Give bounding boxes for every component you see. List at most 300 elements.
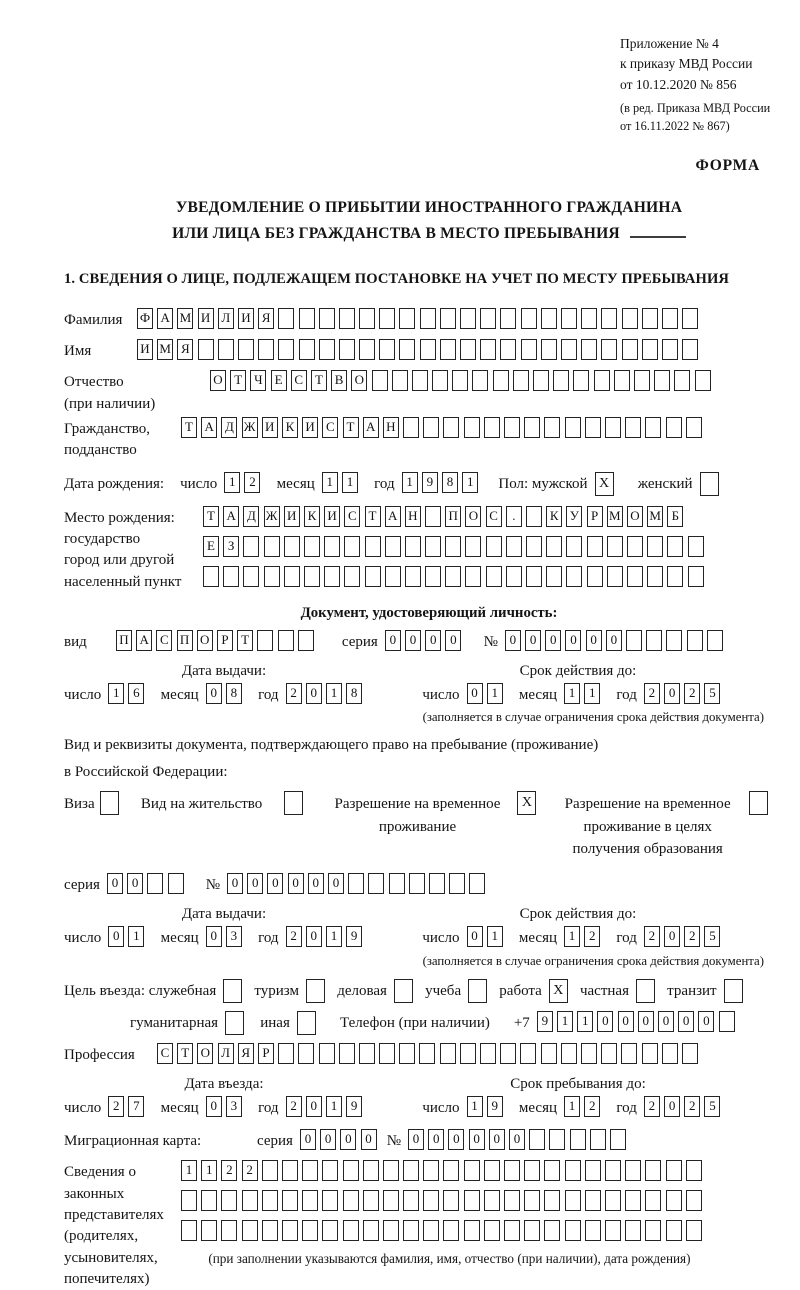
char-cell: И bbox=[137, 339, 153, 360]
char-cell: Ж bbox=[264, 506, 280, 527]
representatives-row bbox=[64, 1160, 794, 1290]
char-cell bbox=[587, 536, 603, 557]
birth-place-row2-cells bbox=[203, 536, 708, 557]
entry-year-cells bbox=[286, 1096, 367, 1117]
char-cell: 2 bbox=[221, 1160, 237, 1181]
birth-place-row1-cells bbox=[203, 506, 708, 527]
char-cell bbox=[480, 339, 496, 360]
char-cell bbox=[298, 1043, 314, 1064]
char-cell bbox=[440, 1043, 456, 1064]
char-cell bbox=[379, 1043, 395, 1064]
mig-number-label: № bbox=[386, 1133, 401, 1150]
char-cell: П bbox=[177, 630, 193, 651]
char-cell: 9 bbox=[346, 926, 362, 947]
entry-month-cells bbox=[206, 1096, 246, 1117]
temp-residence-edu-item bbox=[559, 791, 772, 861]
residence-permit-checkbox bbox=[284, 791, 307, 815]
char-cell: 0 bbox=[448, 1129, 464, 1150]
char-cell bbox=[666, 630, 682, 651]
mig-series-label: серия bbox=[257, 1133, 293, 1150]
char-cell: Т bbox=[177, 1043, 193, 1064]
char-cell bbox=[614, 370, 630, 391]
char-cell bbox=[343, 1160, 359, 1181]
sex-male-label: Пол: мужской bbox=[498, 475, 588, 492]
char-cell: Ч bbox=[250, 370, 266, 391]
char-cell: 2 bbox=[108, 1096, 124, 1117]
char-cell bbox=[521, 308, 537, 329]
purpose-private-label: частная bbox=[579, 982, 629, 999]
char-cell: 0 bbox=[489, 1129, 505, 1150]
char-cell bbox=[484, 417, 500, 438]
char-cell: 0 bbox=[586, 630, 602, 651]
res-issue-month-label: месяц bbox=[160, 930, 199, 947]
char-cell bbox=[302, 1160, 318, 1181]
char-cell bbox=[566, 536, 582, 557]
char-cell bbox=[365, 536, 381, 557]
char-cell: 0 bbox=[545, 630, 561, 651]
char-cell bbox=[707, 630, 723, 651]
doc-type-label: вид bbox=[64, 633, 87, 650]
res-until-month-cells bbox=[564, 926, 604, 947]
char-cell bbox=[654, 370, 670, 391]
doc-issue-date-heading: Дата выдачи: bbox=[181, 663, 267, 680]
char-cell bbox=[465, 536, 481, 557]
char-cell bbox=[359, 339, 375, 360]
res-until-year-cells bbox=[644, 926, 725, 947]
char-cell: 6 bbox=[128, 683, 144, 704]
char-cell: У bbox=[566, 506, 582, 527]
char-cell bbox=[526, 566, 542, 587]
birth-day-cells bbox=[224, 472, 264, 493]
char-cell bbox=[339, 308, 355, 329]
patronymic-cells bbox=[210, 370, 715, 391]
char-cell bbox=[565, 417, 581, 438]
form-title-line2: ИЛИ ЛИЦА БЕЗ ГРАЖДАНСТВА В МЕСТО ПРЕБЫВАНИЯ bbox=[172, 225, 620, 243]
char-cell bbox=[601, 308, 617, 329]
char-cell bbox=[688, 566, 704, 587]
char-cell: 0 bbox=[405, 630, 421, 651]
char-cell bbox=[383, 1160, 399, 1181]
citizenship-label-line2: подданство bbox=[64, 442, 137, 459]
char-cell bbox=[601, 1043, 617, 1064]
char-cell: 1 bbox=[462, 472, 478, 493]
purpose-row2 bbox=[64, 1011, 794, 1035]
char-cell bbox=[686, 417, 702, 438]
char-cell: 0 bbox=[340, 1129, 356, 1150]
char-cell: Р bbox=[587, 506, 603, 527]
char-cell bbox=[262, 1190, 278, 1211]
representatives-row3-cells bbox=[181, 1220, 706, 1241]
res-issue-year-label: год bbox=[258, 930, 279, 947]
visa-item bbox=[64, 791, 123, 816]
char-cell bbox=[724, 979, 743, 1003]
char-cell: Т bbox=[203, 506, 219, 527]
char-cell bbox=[343, 1220, 359, 1241]
char-cell bbox=[221, 1220, 237, 1241]
char-cell: 0 bbox=[509, 1129, 525, 1150]
char-cell bbox=[504, 1220, 520, 1241]
char-cell: 0 bbox=[664, 683, 680, 704]
char-cell: 2 bbox=[242, 1160, 258, 1181]
char-cell: 3 bbox=[226, 926, 242, 947]
char-cell bbox=[262, 1220, 278, 1241]
char-cell bbox=[526, 506, 542, 527]
mig-number-cells bbox=[408, 1129, 630, 1150]
char-cell bbox=[645, 1160, 661, 1181]
char-cell: 1 bbox=[557, 1011, 573, 1032]
entry-year-label: год bbox=[258, 1099, 279, 1116]
char-cell bbox=[645, 417, 661, 438]
form-label: ФОРМА bbox=[695, 157, 760, 175]
stay-year-cells bbox=[644, 1096, 725, 1117]
char-cell bbox=[666, 1160, 682, 1181]
char-cell: 9 bbox=[487, 1096, 503, 1117]
char-cell bbox=[541, 339, 557, 360]
char-cell bbox=[622, 308, 638, 329]
char-cell bbox=[581, 339, 597, 360]
char-cell: 9 bbox=[422, 472, 438, 493]
char-cell bbox=[625, 417, 641, 438]
char-cell bbox=[344, 566, 360, 587]
char-cell: М bbox=[647, 506, 663, 527]
char-cell: 1 bbox=[577, 1011, 593, 1032]
residence-doc-dates-row bbox=[64, 926, 794, 949]
char-cell bbox=[500, 1043, 516, 1064]
char-cell: И bbox=[262, 417, 278, 438]
char-cell bbox=[585, 1160, 601, 1181]
char-cell: С bbox=[291, 370, 307, 391]
char-cell: 1 bbox=[322, 472, 338, 493]
char-cell bbox=[385, 566, 401, 587]
char-cell bbox=[468, 979, 487, 1003]
doc-number-label: № bbox=[483, 633, 498, 650]
char-cell bbox=[238, 339, 254, 360]
char-cell: 0 bbox=[469, 1129, 485, 1150]
char-cell bbox=[432, 370, 448, 391]
res-number-cells bbox=[227, 873, 489, 894]
char-cell: 1 bbox=[108, 683, 124, 704]
char-cell: 1 bbox=[326, 683, 342, 704]
reference-line-2: к приказу МВД России bbox=[620, 56, 753, 72]
char-cell: 1 bbox=[326, 926, 342, 947]
patronymic-label bbox=[64, 370, 203, 415]
char-cell bbox=[319, 308, 335, 329]
char-cell: 0 bbox=[206, 926, 222, 947]
patronymic-row bbox=[64, 370, 794, 415]
char-cell: 0 bbox=[206, 1096, 222, 1117]
char-cell: 0 bbox=[108, 926, 124, 947]
char-cell bbox=[420, 308, 436, 329]
char-cell bbox=[480, 308, 496, 329]
char-cell bbox=[359, 308, 375, 329]
char-cell bbox=[242, 1220, 258, 1241]
char-cell bbox=[399, 339, 415, 360]
char-cell bbox=[605, 1190, 621, 1211]
doc-until-month-cells bbox=[564, 683, 604, 704]
residence-doc-date-headings bbox=[64, 906, 794, 923]
res-issue-day-cells bbox=[108, 926, 148, 947]
char-cell bbox=[634, 370, 650, 391]
char-cell: 2 bbox=[286, 926, 302, 947]
char-cell bbox=[168, 873, 184, 894]
char-cell bbox=[264, 566, 280, 587]
purpose-official-checkbox bbox=[223, 979, 246, 1003]
char-cell bbox=[541, 1043, 557, 1064]
char-cell: X bbox=[549, 979, 568, 1003]
char-cell bbox=[405, 566, 421, 587]
char-cell: Т bbox=[181, 417, 197, 438]
entry-date-heading: Дата въезда: bbox=[184, 1075, 264, 1092]
char-cell bbox=[480, 1043, 496, 1064]
char-cell: 5 bbox=[704, 683, 720, 704]
char-cell bbox=[405, 536, 421, 557]
char-cell: 1 bbox=[181, 1160, 197, 1181]
char-cell bbox=[363, 1160, 379, 1181]
char-cell: 0 bbox=[306, 926, 322, 947]
purpose-other-label: иная bbox=[260, 1014, 290, 1031]
char-cell: 2 bbox=[244, 472, 260, 493]
char-cell bbox=[299, 339, 315, 360]
residence-doc-series-row bbox=[64, 873, 794, 896]
char-cell: А bbox=[157, 308, 173, 329]
char-cell: В bbox=[331, 370, 347, 391]
char-cell bbox=[484, 1190, 500, 1211]
char-cell: 7 bbox=[128, 1096, 144, 1117]
char-cell bbox=[385, 536, 401, 557]
char-cell bbox=[425, 566, 441, 587]
char-cell bbox=[605, 1160, 621, 1181]
char-cell bbox=[524, 1190, 540, 1211]
purpose-business-checkbox bbox=[394, 979, 417, 1003]
char-cell: 0 bbox=[664, 1096, 680, 1117]
char-cell: 0 bbox=[425, 630, 441, 651]
profession-row bbox=[64, 1043, 794, 1066]
char-cell bbox=[626, 630, 642, 651]
char-cell bbox=[464, 1220, 480, 1241]
purpose-transit-label: транзит bbox=[667, 982, 717, 999]
char-cell: 2 bbox=[644, 926, 660, 947]
char-cell bbox=[662, 308, 678, 329]
char-cell bbox=[278, 339, 294, 360]
surname-cells bbox=[137, 308, 702, 329]
char-cell bbox=[500, 339, 516, 360]
residence-permit-label: Вид на жительство bbox=[140, 796, 263, 813]
char-cell bbox=[304, 536, 320, 557]
char-cell bbox=[392, 370, 408, 391]
patronymic-label-line1: Отчество bbox=[64, 374, 124, 391]
entry-dates-row bbox=[64, 1096, 794, 1119]
char-cell: 0 bbox=[618, 1011, 634, 1032]
char-cell: 1 bbox=[128, 926, 144, 947]
char-cell bbox=[443, 1190, 459, 1211]
char-cell bbox=[399, 308, 415, 329]
char-cell: 2 bbox=[286, 1096, 302, 1117]
char-cell bbox=[544, 1220, 560, 1241]
char-cell: 0 bbox=[467, 926, 483, 947]
char-cell: 0 bbox=[565, 630, 581, 651]
char-cell: X bbox=[517, 791, 536, 815]
purpose-work-label: работа bbox=[499, 982, 542, 999]
doc-issue-day-cells bbox=[108, 683, 148, 704]
char-cell: 1 bbox=[467, 1096, 483, 1117]
birth-year-label: год bbox=[374, 475, 395, 492]
char-cell bbox=[625, 1160, 641, 1181]
sex-male-checkbox bbox=[595, 472, 618, 496]
char-cell bbox=[284, 791, 303, 815]
temp-residence-label: Разрешение на временное проживание bbox=[334, 796, 501, 835]
char-cell bbox=[262, 1160, 278, 1181]
representatives-label-line2: законных bbox=[64, 1185, 125, 1202]
char-cell: 8 bbox=[346, 683, 362, 704]
char-cell bbox=[464, 417, 480, 438]
char-cell bbox=[520, 1043, 536, 1064]
char-cell: И bbox=[198, 308, 214, 329]
residence-doc-text-line2: в Российской Федерации: bbox=[64, 763, 228, 780]
char-cell bbox=[460, 1043, 476, 1064]
stay-day-label: число bbox=[422, 1099, 460, 1116]
char-cell: 1 bbox=[487, 926, 503, 947]
char-cell bbox=[666, 1190, 682, 1211]
temp-residence-edu-label: Разрешение на временное проживание в целях получения образования bbox=[564, 796, 731, 858]
char-cell: И bbox=[238, 308, 254, 329]
char-cell bbox=[324, 566, 340, 587]
char-cell bbox=[662, 1043, 678, 1064]
representatives-cell-rows bbox=[181, 1160, 718, 1267]
doc-issue-day-label: число bbox=[64, 687, 102, 704]
char-cell bbox=[533, 370, 549, 391]
phone-label: Телефон (при наличии) bbox=[340, 1014, 490, 1031]
char-cell: А bbox=[385, 506, 401, 527]
char-cell bbox=[412, 370, 428, 391]
birth-place-label-line3: город или другой bbox=[64, 552, 175, 569]
char-cell bbox=[541, 308, 557, 329]
char-cell: И bbox=[324, 506, 340, 527]
char-cell: 2 bbox=[584, 926, 600, 947]
char-cell: Н bbox=[383, 417, 399, 438]
char-cell: 3 bbox=[226, 1096, 242, 1117]
char-cell: 0 bbox=[385, 630, 401, 651]
char-cell bbox=[243, 536, 259, 557]
char-cell: 5 bbox=[704, 926, 720, 947]
char-cell bbox=[627, 536, 643, 557]
doc-issue-month-label: месяц bbox=[160, 687, 199, 704]
char-cell bbox=[368, 873, 384, 894]
phone-prefix: +7 bbox=[513, 1014, 530, 1031]
char-cell: К bbox=[546, 506, 562, 527]
char-cell bbox=[464, 1190, 480, 1211]
title-blank-underline bbox=[630, 225, 686, 238]
char-cell bbox=[423, 417, 439, 438]
char-cell bbox=[621, 1043, 637, 1064]
char-cell bbox=[383, 1190, 399, 1211]
char-cell bbox=[607, 536, 623, 557]
char-cell bbox=[348, 873, 364, 894]
char-cell bbox=[278, 630, 294, 651]
char-cell: 0 bbox=[328, 873, 344, 894]
char-cell bbox=[585, 417, 601, 438]
char-cell bbox=[646, 630, 662, 651]
char-cell bbox=[493, 370, 509, 391]
given-name-cells bbox=[137, 339, 702, 360]
res-issue-day-label: число bbox=[64, 930, 102, 947]
char-cell bbox=[529, 1129, 545, 1150]
char-cell bbox=[440, 308, 456, 329]
res-series-label: серия bbox=[64, 876, 100, 893]
purpose-business-label: деловая bbox=[337, 982, 387, 999]
char-cell bbox=[225, 1011, 244, 1035]
char-cell: 1 bbox=[402, 472, 418, 493]
form-title bbox=[64, 195, 794, 246]
char-cell bbox=[306, 979, 325, 1003]
visa-checkbox bbox=[100, 791, 123, 815]
char-cell bbox=[686, 1160, 702, 1181]
char-cell: Л bbox=[218, 1043, 234, 1064]
res-issue-year-cells bbox=[286, 926, 367, 947]
char-cell bbox=[645, 1190, 661, 1211]
char-cell bbox=[666, 417, 682, 438]
char-cell bbox=[383, 1220, 399, 1241]
char-cell bbox=[282, 1160, 298, 1181]
char-cell bbox=[581, 1043, 597, 1064]
surname-row bbox=[64, 308, 794, 331]
purpose-work-checkbox bbox=[549, 979, 572, 1003]
purpose-tourism-checkbox bbox=[306, 979, 329, 1003]
representatives-row1-cells bbox=[181, 1160, 706, 1181]
stay-until-heading: Срок пребывания до: bbox=[510, 1075, 646, 1092]
char-cell bbox=[469, 873, 485, 894]
char-cell bbox=[647, 536, 663, 557]
char-cell bbox=[544, 417, 560, 438]
char-cell bbox=[319, 339, 335, 360]
char-cell: О bbox=[197, 1043, 213, 1064]
char-cell bbox=[587, 566, 603, 587]
residence-permit-item bbox=[141, 791, 308, 816]
char-cell bbox=[526, 536, 542, 557]
doc-until-day-label: число bbox=[422, 687, 460, 704]
char-cell: Д bbox=[243, 506, 259, 527]
char-cell: К bbox=[304, 506, 320, 527]
char-cell: К bbox=[282, 417, 298, 438]
sex-female-label: женский bbox=[637, 475, 693, 492]
char-cell bbox=[585, 1220, 601, 1241]
char-cell bbox=[647, 566, 663, 587]
char-cell bbox=[642, 308, 658, 329]
char-cell bbox=[394, 979, 413, 1003]
char-cell: Я bbox=[238, 1043, 254, 1064]
char-cell: 2 bbox=[644, 683, 660, 704]
birth-month-label: месяц bbox=[276, 475, 315, 492]
char-cell bbox=[601, 339, 617, 360]
char-cell bbox=[625, 1220, 641, 1241]
res-series-cells bbox=[107, 873, 188, 894]
purpose-study-label: учеба bbox=[425, 982, 462, 999]
char-cell: 0 bbox=[505, 630, 521, 651]
identity-doc-date-headings bbox=[64, 663, 794, 680]
char-cell: А bbox=[136, 630, 152, 651]
res-issue-date-heading: Дата выдачи: bbox=[181, 906, 267, 923]
representatives-label-line1: Сведения о bbox=[64, 1164, 136, 1181]
char-cell bbox=[100, 791, 119, 815]
profession-label: Профессия bbox=[64, 1046, 135, 1063]
char-cell bbox=[443, 1220, 459, 1241]
char-cell bbox=[642, 339, 658, 360]
char-cell bbox=[719, 1011, 735, 1032]
char-cell: Д bbox=[221, 417, 237, 438]
birth-place-row bbox=[64, 506, 794, 593]
char-cell bbox=[282, 1220, 298, 1241]
char-cell: 2 bbox=[644, 1096, 660, 1117]
entry-day-label: число bbox=[64, 1099, 102, 1116]
